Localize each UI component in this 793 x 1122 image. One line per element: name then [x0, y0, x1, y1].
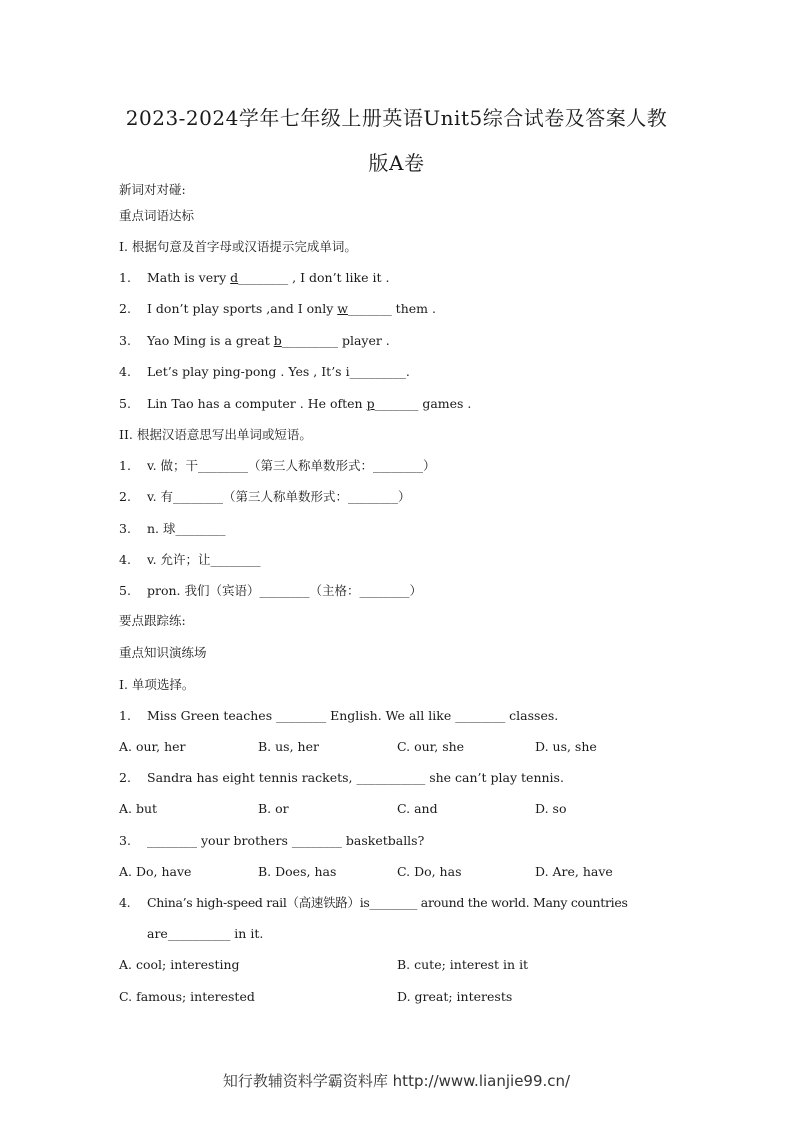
q4-option-b: B. cute; interest in it	[397, 957, 529, 972]
q1-option-b: B. us, her	[258, 739, 319, 754]
item-number: 2.	[119, 301, 131, 316]
part2-item-4: 4. v. 允许；让________	[119, 552, 261, 567]
footer-watermark: 知行教辅资料学霸资料库 http://www.lianjie99.cn/	[222, 1072, 571, 1090]
q1-option-d: D. us, she	[535, 739, 597, 754]
question-1: 1. Miss Green teaches ________ English. We all like ________ classes.	[119, 708, 559, 723]
q3-option-c: C. Do, has	[397, 864, 462, 879]
section-follow: 要点跟踪练:	[119, 613, 186, 628]
doc-title-line2: 版A卷	[368, 151, 425, 175]
hint-letter: p	[366, 396, 375, 411]
section-key-words: 重点词语达标	[119, 208, 195, 223]
doc-title-line1: 2023-2024学年七年级上册英语Unit5综合试卷及答案人教	[125, 106, 668, 130]
q2-option-d: D. so	[535, 801, 567, 816]
q2-option-b: B. or	[258, 801, 289, 816]
q1-option-c: C. our, she	[397, 739, 465, 754]
q2-option-a: A. but	[119, 801, 158, 816]
q3-option-b: B. Does, has	[258, 864, 337, 879]
q1-option-a: A. our, her	[119, 739, 186, 754]
part1-item-2: 2. I don’t play sports ,and I only w_______ them .	[119, 301, 436, 316]
part3-heading: I. 单项选择。	[119, 677, 195, 692]
q2-option-c: C. and	[397, 801, 438, 816]
question-4: 4. China’s high-speed rail（高速铁路）is________ around the world. Many countries	[119, 895, 628, 910]
question-4-cont: are__________ in it.	[147, 926, 264, 941]
section-practice: 重点知识演练场	[119, 645, 207, 660]
question-3: 3. ________ your brothers ________ basketballs?	[119, 833, 425, 848]
part2-item-3: 3. n. 球________	[119, 521, 226, 536]
hint-letter: d	[230, 270, 239, 285]
item-number: 3.	[119, 333, 131, 348]
part2-item-5: 5. pron. 我们（宾语）________（主格：________）	[119, 583, 423, 598]
hint-letter: b	[273, 333, 282, 348]
part1-item-3: 3. Yao Ming is a great b_________ player .	[119, 333, 390, 348]
part2-heading: II. 根据汉语意思写出单词或短语。	[119, 427, 312, 442]
q4-option-c: C. famous; interested	[119, 989, 255, 1004]
part1-item-4: 4. Let’s play ping-pong . Yes , It’s i_________.	[119, 364, 410, 379]
q4-option-d: D. great; interests	[397, 989, 513, 1004]
part1-heading: I. 根据句意及首字母或汉语提示完成单词。	[119, 239, 357, 254]
question-2: 2. Sandra has eight tennis rackets, ___________ she can’t play tennis.	[119, 770, 564, 785]
part1-item-5: 5. Lin Tao has a computer . He often p_______ games .	[119, 396, 472, 411]
q4-option-a: A. cool; interesting	[119, 957, 240, 972]
q3-option-d: D. Are, have	[535, 864, 613, 879]
item-number: 1.	[119, 270, 131, 285]
section-new-words: 新词对对碰:	[119, 182, 186, 197]
hint-letter: w	[337, 301, 348, 316]
q3-option-a: A. Do, have	[119, 864, 192, 879]
item-number: 5.	[119, 396, 131, 411]
item-number: 4.	[119, 364, 131, 379]
part2-item-1: 1. v. 做；干________（第三人称单数形式：________）	[119, 458, 436, 473]
part2-item-2: 2. v. 有________（第三人称单数形式：________）	[119, 489, 411, 504]
part1-item-1: 1. Math is very d________ , I don’t like it .	[119, 270, 390, 285]
